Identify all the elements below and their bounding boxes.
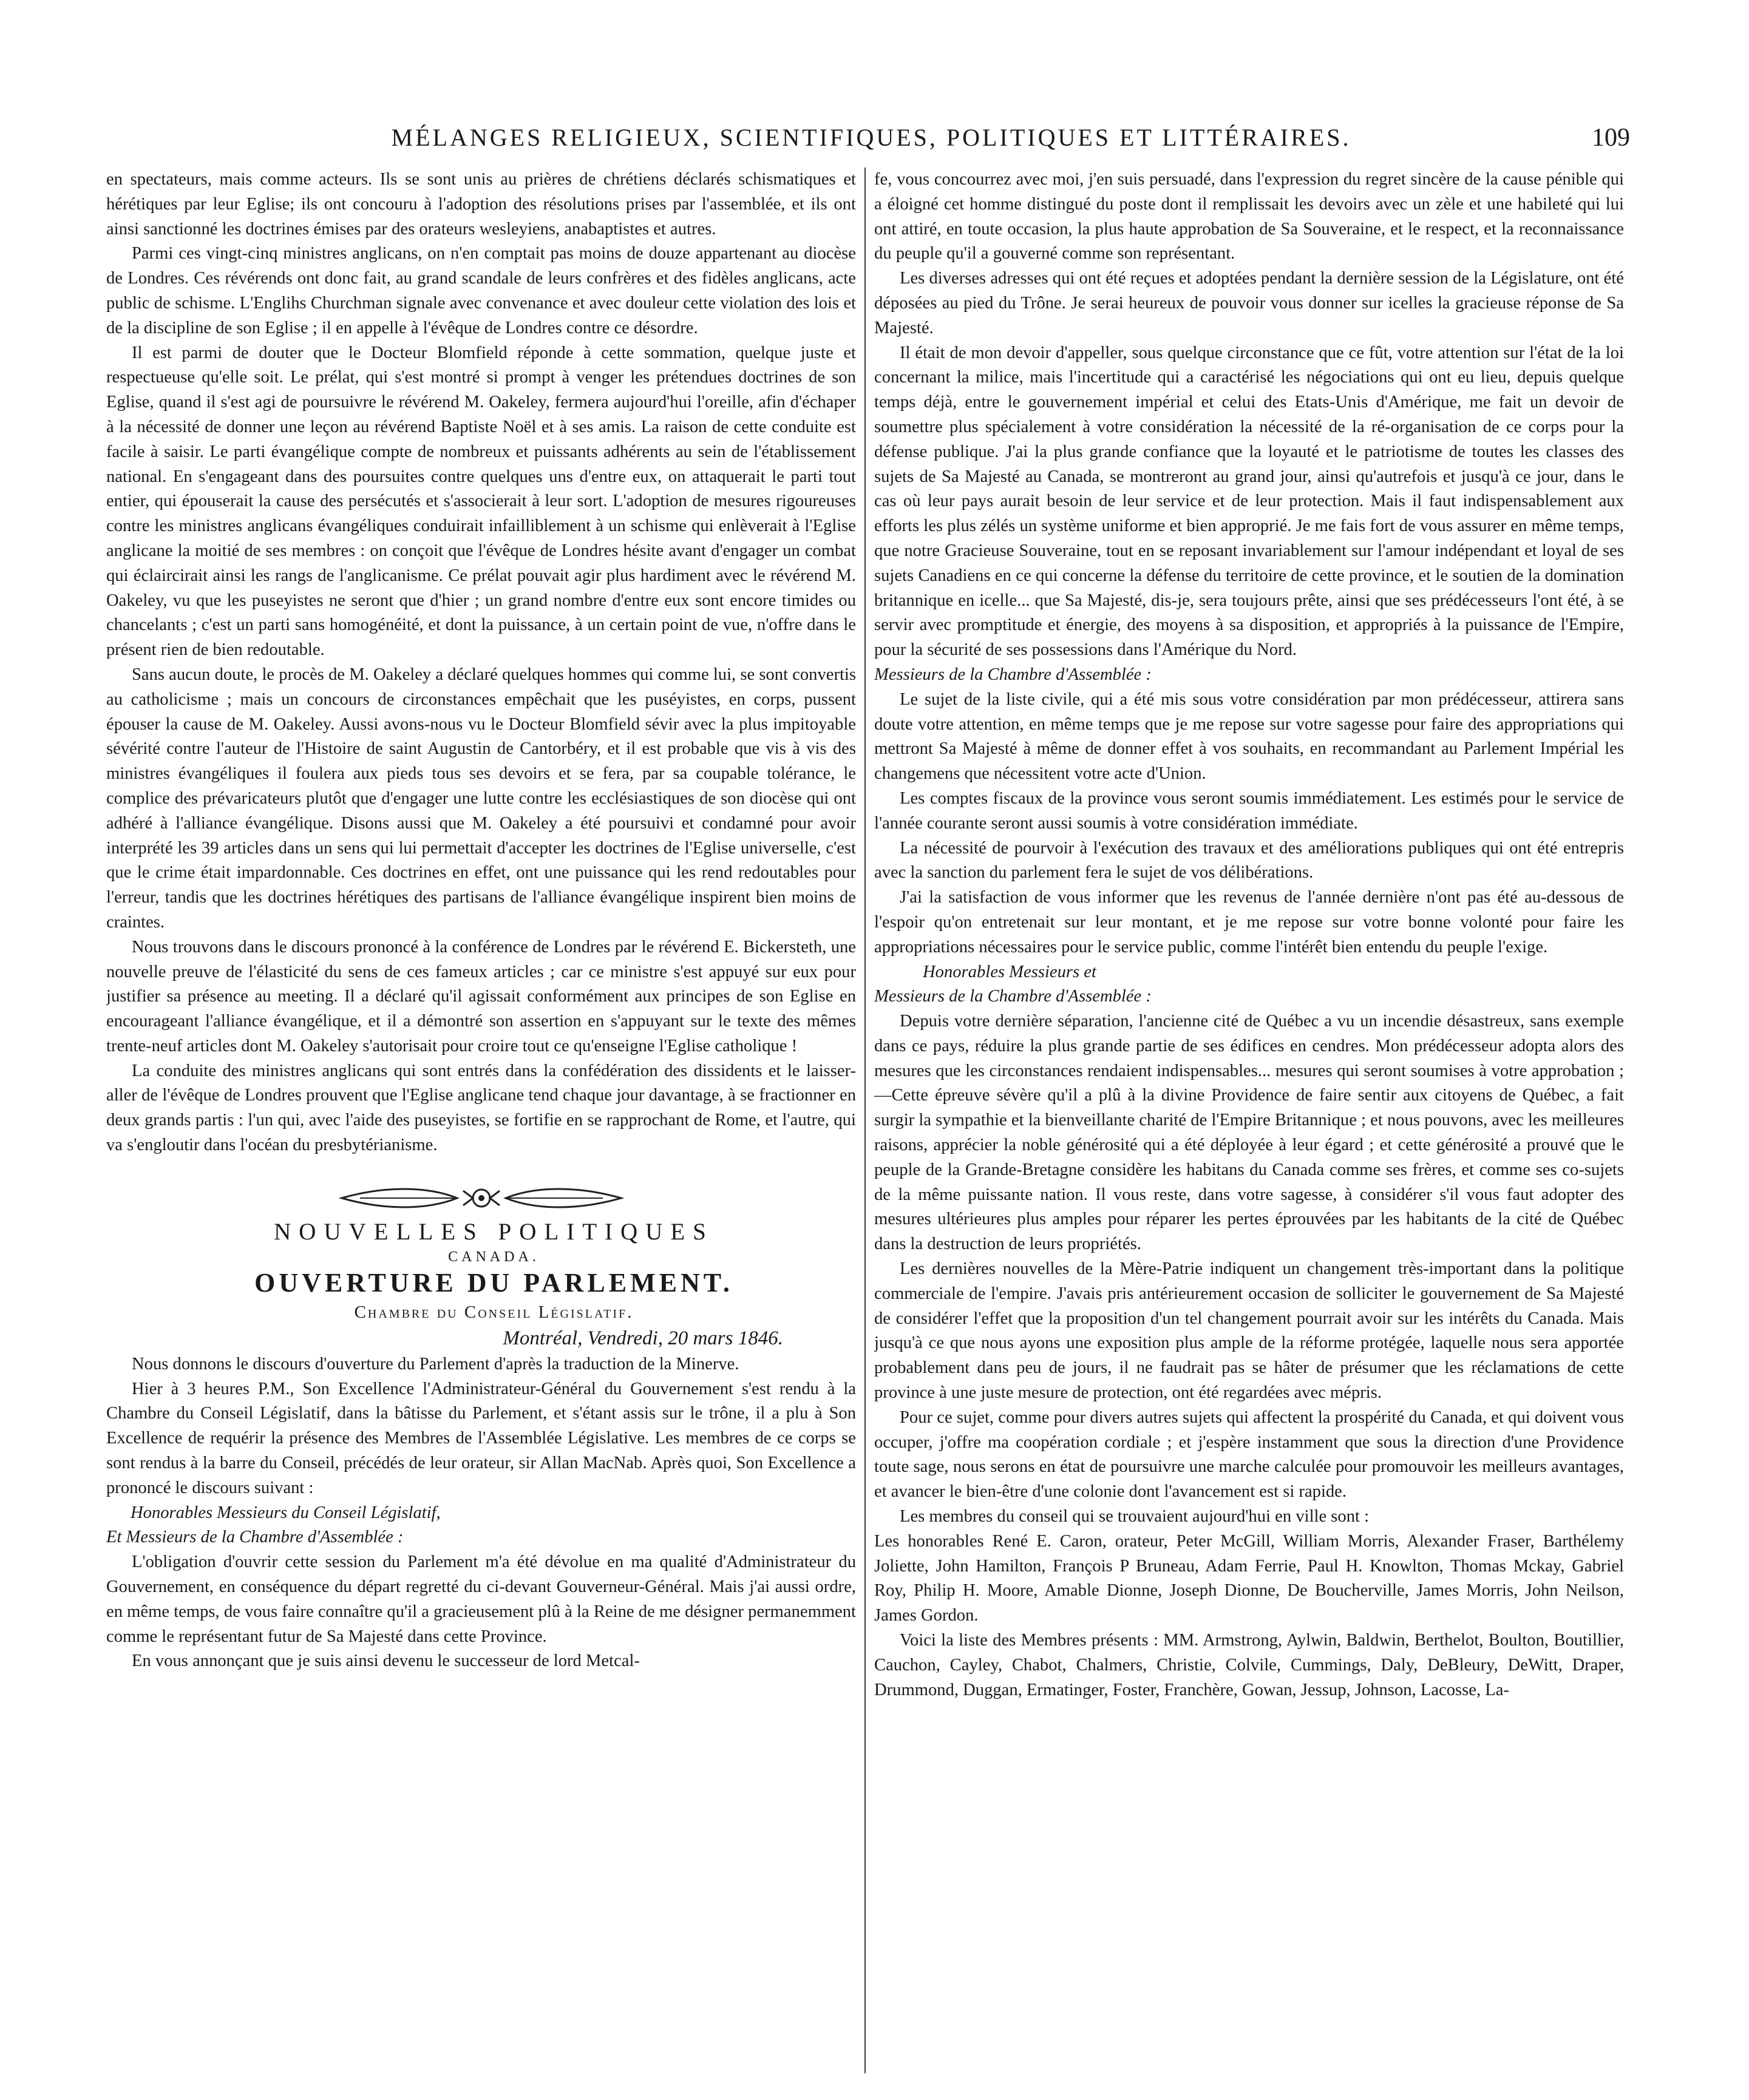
right-paragraph-8: Depuis votre dernière séparation, l'ancienne cité de Québec a vu un incendie désastreux, sans exemple dans ce pays, réduire la plus grande partie de ses édifices en cendres. Mon prédécesseur adopta alors des mesures que les circonstances rendaient indispensables... mesures qui seront soumises à votre approbation ;—Cette épreuve sévère qu'il a plû à la divine Providence de faire sentir aux citoyens de Québec, a fait surgir la sympathie et la bienveillante charité de l'Empire Britannique ; et nous pouvons, avec les meilleures raisons, apprécier la noble générosité qui a été déployée à leur égard ; et cette générosité a prouvé que le peuple de la Grande-Bretagne considère les habitans du Canada comme ses frères, et comme ses co-sujets de la même puissante nation. Il vous reste, dans votre sagesse, à considérer s'il vous faut adopter des mesures ultérieures plus amples pour réparer les pertes éprouvées par les habitants de la cité de Québec dans la destruction de leurs propriétés.: [874, 1012, 1624, 1254]
left-paragraph-6: La conduite des ministres anglicans qui sont entrés dans la confédération des dissidents et le laisser-aller de l'évêque de Londres prouvent que l'Eglise anglicane tend chaque jour davantage, à se fractionner en deux grands partis : l'un qui, avec l'aide des puseyistes, se fortifie en se rapprochant de Rome, et l'autre, qui va s'engloutir dans l'océan du presbytérianisme.: [106, 1061, 856, 1155]
page-header: [106, 117, 1636, 159]
left-paragraph-7: Nous donnons le discours d'ouverture du Parlement d'après la traduction de la Minerve.: [132, 1354, 739, 1373]
right-paragraph-3: Il était de mon devoir d'appeller, sous quelque circonstance que ce fût, votre attention sur l'état de la loi concernant la milice, mais l'incertitude qui a caractérisé les négociations qui ont eu lieu, depuis quelque temps déjà, entre le gouvernement impérial et celui des Etats-Unis d'Amérique, me fait un devoir de soumettre plus spécialement à votre considération la nécessité de la ré-organisation de ce corps pour la défense publique. J'ai la plus grande confiance que la loyauté et le patriotisme de toutes les classes des sujets de Sa Majesté au Canada, se montreront au grand jour, ainsi qu'autrefois et jusqu'à ce jour, dans le cas où leur pays aurait besoin de leur service et de leur protection. Mais il faut indispensablement aux efforts les plus zélés un système uniforme et bien approprié. Je me fais fort de vous assurer en même temps, que notre Gracieuse Souveraine, tout en se reposant invariablement sur l'amour indépendant et loyal de ses sujets Canadiens en ce qui concerne la défense du territoire de cette province, et le soutien de la domination britannique en icelle... que Sa Majesté, dis-je, sera toujours prête, ainsi que ses prédécesseurs l'ont été, à se servir avec promptitude et énergie, des moyens à sa disposition, et appropriés à la puissance de l'Empire, pour la sécurité de ses possessions dans l'Amérique du Nord.: [874, 343, 1624, 660]
page-number: 109: [1592, 124, 1630, 152]
right-paragraph-9: Les dernières nouvelles de la Mère-Patrie indiquent un changement très-important dans la politique commerciale de l'empire. J'avais pris antérieurement occasion de solliciter le gouvernement de Sa Majesté de considérer l'effet que la proposition d'un tel changement pourrait avoir sur les intérêts du Canada. Mais jusqu'à ce que nous ayons une exposition plus ample de la réforme protégée, laquelle nous sera apportée probablement dans peu de jours, il ne faudrait pas se hâter de présumer que les réclamations de cette province à une juste mesure de protection, ont été regardées avec mépris.: [874, 1259, 1624, 1403]
right-paragraph-7: J'ai la satisfaction de vous informer que les revenus de l'année dernière n'ont pas été au-dessous de l'espoir qu'on entretenait sur leur montant, et je me repose sur votre bonne volonté pour faire les appropriations nécessaires pour le service public, comme l'intérêt bien entendu du peuple l'exige.: [874, 888, 1624, 957]
left-paragraph-8: Hier à 3 heures P.M., Son Excellence l'Administrateur-Général du Gouvernement s'est rendu à la Chambre du Conseil Législatif, dans la bâtisse du Parlement, et s'étant assis sur le trône, il a plu à Son Excellence de requérir la présence des Membres de l'Assemblée Législative. Les membres de ce corps se sont rendus à la barre du Conseil, précédés de leur orateur, sir Allan MacNab. Après quoi, Son Excellence a prononcé le discours suivant :: [106, 1379, 856, 1497]
right-paragraph-5: Les comptes fiscaux de la province vous seront soumis immédiatement. Les estimés pour le service de l'année courante seront aussi soumis à votre considération immédiate.: [874, 788, 1624, 833]
assembly-members-list: Voici la liste des Membres présents : MM. Armstrong, Aylwin, Baldwin, Berthelot, Boulton, Boutillier, Cauchon, Cayley, Chabot, Chalmers, Christie, Colvile, Cummings, Daly, DeBleury, DeWitt, Draper, Drummond, Duggan, Ermatinger, Foster, Franchère, Gowan, Jessup, Johnson, Lacosse, La-: [874, 1631, 1624, 1699]
council-members-list: Les honorables René E. Caron, orateur, Peter McGill, William Morris, Alexander Fraser, Barthélemy Joliette, John Hamilton, François P Bruneau, Adam Ferrie, Paul H. Knowlton, Thomas Mckay, Gabriel Roy, Philip H. Moore, Amable Dionne, Joseph Dionne, De Boucherville, James Morris, John Neilson, James Gordon.: [874, 1531, 1624, 1625]
dateline: Montréal, Vendredi, 20 mars 1846.: [503, 1327, 783, 1349]
right-paragraph-6: La nécessité de pourvoir à l'exécution des travaux et des améliorations publiques qui ont été entrepris avec la sanction du parlement fera le sujet de vos délibérations.: [874, 838, 1624, 882]
running-title: MÉLANGES RELIGIEUX, SCIENTIFIQUES, POLITIQUES ET LITTÉRAIRES.: [391, 124, 1351, 151]
column-divider: [864, 168, 866, 2073]
right-paragraph-1: fe, vous concourrez avec moi, j'en suis persuadé, dans l'expression du regret sincère de la cause pénible qui a éloigné cet homme distingué du poste dont il remplissait les devoirs avec un zèle et une habileté qui lui ont attiré, en toute occasion, la plus haute approbation de Sa Souveraine, et le respect, et la reconnaissance du peuple qu'il a gouverné comme son représentant.: [874, 170, 1624, 263]
ornament-divider: [336, 1182, 627, 1214]
address-line-2: Et Messieurs de la Chambre d'Assemblée :: [106, 1528, 404, 1547]
right-address-1: Messieurs de la Chambre d'Assemblée :: [874, 665, 1152, 684]
section-title: NOUVELLES POLITIQUES: [274, 1218, 714, 1245]
section-subtitle: CANADA.: [448, 1248, 540, 1265]
left-paragraph-3: Il est parmi de douter que le Docteur Blomfield réponde à cette sommation, quelque juste et respectueuse qu'elle soit. Le prélat, qui s'est montré si prompt à venger les prétendues doctrines de son Eglise, quand il s'est agi de poursuivre le révérend M. Oakeley, fermera aujourd'hui l'oreille, afin d'échaper à la nécessité de donner une leçon au révérend Baptiste Noël et à ses amis. La raison de cette conduite est facile à saisir. Le parti évangélique compte de nombreux et puissants adhérents au sein de l'établissement national. En s'engageant dans des poursuites contre quelques uns d'entre eux, on attaquerait le parti tout entier, qui épouserait la cause des persécutés et s'associerait à leur sort. L'adoption de mesures rigoureuses contre les ministres anglicans évangéliques conduirait infailliblement à un schisme qui enlèverait à l'Eglise anglicane la moitié de ses membres : on conçoit que l'évêque de Londres hésite avant d'engager un combat qui éclaircirait ainsi les rangs de l'anglicanisme. Ce prélat pouvait agir plus hardiment avec le révérend M. Oakeley, vu que les puseyistes ne seront que d'hier ; un grand nombre d'entre eux sont encore timides ou chancelants ; c'est un parti sans homogénéité, et dont la puissance, à un certain point de vue, n'offre dans le présent rien de bien redoutable.: [106, 343, 856, 660]
chamber-heading: Chambre du Conseil Législatif.: [354, 1302, 634, 1322]
address-line-1: Honorables Messieurs du Conseil Législatif,: [131, 1503, 441, 1522]
right-paragraph-11: Les membres du conseil qui se trouvaient aujourd'hui en ville sont :: [900, 1507, 1370, 1526]
right-address-3: Messieurs de la Chambre d'Assemblée :: [874, 987, 1152, 1006]
left-column: [106, 168, 856, 2079]
left-paragraph-10: En vous annonçant que je suis ainsi devenu le successeur de lord Metcal-: [132, 1651, 640, 1671]
left-paragraph-1: en spectateurs, mais comme acteurs. Ils se sont unis au prières de chrétiens déclarés schismatiques et hérétiques par leur Eglise; ils ont concouru à l'adoption des résolutions prises par l'assemblée, et ils ont ainsi sanctionné les doctrines émises par des orateurs wesleyiens, anabaptistes et autres.: [106, 170, 856, 239]
left-paragraph-2: Parmi ces vingt-cinq ministres anglicans, on n'en comptait pas moins de douze appartenant au diocèse de Londres. Ces révérends ont donc fait, au grand scandale de leurs confrères et des fidèles anglicans, acte public de schisme. L'Englihs Churchman signale avec convenance et avec douleur cette violation des lois et de la discipline de son Eglise ; il en appelle à l'évêque de Londres contre ce désordre.: [106, 244, 856, 337]
left-paragraph-4: Sans aucun doute, le procès de M. Oakeley a déclaré quelques hommes qui comme lui, se sont convertis au catholicisme ; mais un concours de circonstances empêchait que les puséyistes, en corps, pussent épouser la cause de M. Oakeley. Aussi avons-nous vu le Docteur Blomfield sévir avec la plus impitoyable sévérité contre l'auteur de l'Histoire de saint Augustin de Cantorbéry, et il est probable que vis à vis des ministres évangéliques il foulera aux pieds tous ses devoirs et se fera, par sa coupable tolérance, le complice des prévaricateurs plutôt que d'engager une lutte contre les ecclésiastiques de son diocèse qui ont adhéré à l'alliance évangélique. Disons aussi que M. Oakeley a été poursuivi et condamné pour avoir interprété les 39 articles dans un sens qui lui permettait d'accepter les doctrines de l'Eglise universelle, c'est que le crime était impardonnable. Ces doctrines en effet, ont une puissance qui les rend redoutables pour l'erreur, tandis que les doctrines hérétiques des partisans de l'alliance évangélique inspirent bien moins de craintes.: [106, 665, 856, 932]
right-paragraph-2: Les diverses adresses qui ont été reçues et adoptées pendant la dernière session de la Législature, ont été déposées au pied du Trône. Je serai heureux de pouvoir vous donner sur icelles la gracieuse réponse de Sa Majesté.: [874, 269, 1624, 337]
right-paragraph-4: Le sujet de la liste civile, qui a été mis sous votre considération par mon prédécesseur, attirera sans doute votre attention, en même temps que je me repose sur votre sagesse pour faire des appropriations qui mettront Sa Majesté à même de donner effet à vos souhaits, en recommandant au Parlement Impérial les changemens que nécessitent votre acte d'Union.: [874, 689, 1624, 784]
right-paragraph-10: Pour ce sujet, comme pour divers autres sujets qui affectent la prospérité du Canada, et qui doivent vous occuper, j'offre ma coopération cordiale ; et j'espère instamment que sous la direction d'une Providence toute sage, nous serons en état de poursuivre une marche calculée pour promouvoir les meilleurs avantages, et avancer le bien-être d'une colonie dont l'avancement est si rapide.: [874, 1407, 1624, 1502]
article-headline: OUVERTURE DU PARLEMENT.: [254, 1267, 733, 1298]
right-address-2: Honorables Messieurs et: [923, 962, 1096, 981]
left-paragraph-5: Nous trouvons dans le discours prononcé à la conférence de Londres par le révérend E. Bickersteth, une nouvelle preuve de l'élasticité du sens de ces fameux articles ; car ce ministre s'est appuyé sur eux pour justifier sa présence au meeting. Il a déclaré qu'il agissait conformément aux principes de son Eglise en encourageant l'alliance évangélique, et il a démontré son assertion en s'appuyant sur le texte des mêmes trente-neuf articles dont M. Oakeley s'autorisait pour croire tout ce qu'enseigne l'Eglise catholique !: [106, 937, 856, 1055]
right-column: [874, 168, 1624, 2079]
left-paragraph-9: L'obligation d'ouvrir cette session du Parlement m'a été dévolue en ma qualité d'Administrateur du Gouvernement, en conséquence du départ regretté du ci-devant Gouverneur-Général. Mais j'ai aussi ordre, en même temps, de vous faire connaître qu'il a gracieusement plû à la Reine de me désigner permanemment comme le représentant futur de Sa Majesté dans cette Province.: [106, 1553, 856, 1646]
